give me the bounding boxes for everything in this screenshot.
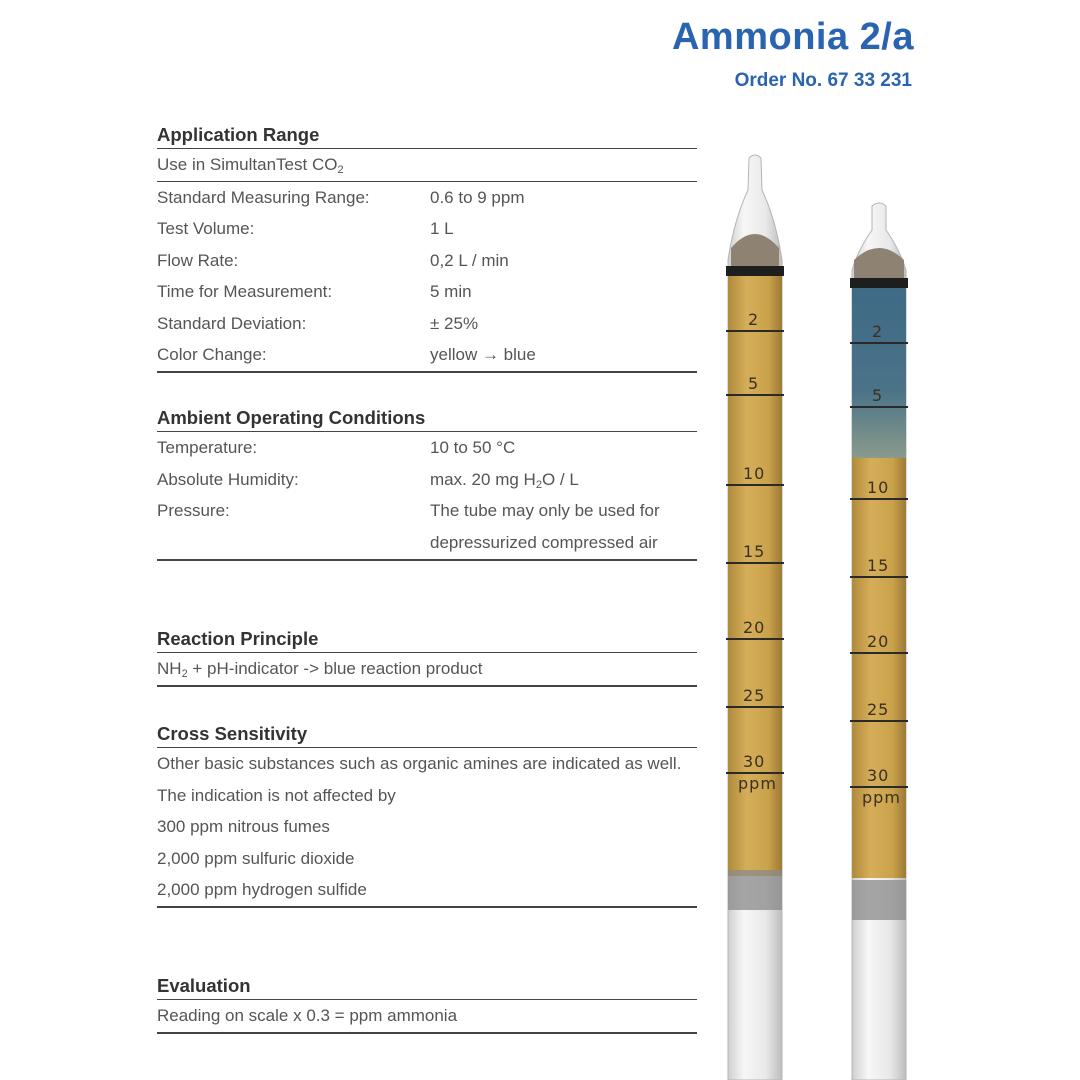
spec-row (157, 213, 697, 245)
scale-tick (726, 330, 784, 332)
cross-line: 2,000 ppm hydrogen sulfide (157, 874, 697, 908)
spec-value: 5 min (430, 282, 472, 301)
spec-label: Flow Rate: (157, 250, 239, 270)
spec-label: Test Volume: (157, 219, 255, 238)
spec-value: ± 25% (430, 313, 479, 333)
spec-value: The tube may only be used for depressurized compressed air (430, 501, 660, 552)
section-heading: Evaluation (157, 972, 697, 1000)
scale-tick (726, 562, 784, 564)
cross-paragraph: Other basic substances such as organic amines are indicated as well. (157, 754, 682, 773)
spec-label: Pressure: (157, 501, 230, 520)
spec-value: 0,2 L / min (430, 250, 509, 270)
cross-line: 2,000 ppm sulfuric dioxide (157, 848, 355, 868)
scale-label: 5 (748, 374, 760, 393)
spec-label: Standard Measuring Range: (157, 187, 370, 207)
evaluation-row (157, 1000, 697, 1034)
scale-tick (726, 394, 784, 396)
scale-tick (850, 720, 908, 722)
spec-row (157, 182, 697, 214)
spec-label: Color Change: (157, 345, 267, 364)
use-in-row (157, 149, 697, 182)
spec-value: 0.6 to 9 ppm (430, 187, 525, 207)
scale-tick (726, 484, 784, 486)
scale-tick (850, 498, 908, 500)
scale-label: 2 (872, 322, 884, 341)
reaction-text: $NH_2$ + pH-indicator -> blue reaction product (157, 659, 483, 680)
section-heading: Cross Sensitivity (157, 720, 697, 748)
cross-line: 300 ppm nitrous fumes (157, 817, 330, 836)
use-in-text: Use in SimultanTest $CO_2$ (157, 155, 344, 176)
spec-row (157, 276, 697, 308)
spec-row (157, 464, 697, 496)
order-number: Order No. 67 33 231 (734, 70, 912, 91)
cross-line: The indication is not affected by (157, 785, 396, 805)
reaction-principle-section (157, 625, 697, 687)
spec-row (157, 495, 697, 561)
spec-label: Absolute Humidity: (157, 469, 299, 489)
scale-label: 5 (872, 386, 884, 405)
scale-label: 15 (743, 542, 766, 561)
reaction-row (157, 653, 697, 687)
spec-value: 10 to 50 °C (430, 438, 516, 457)
spec-label: Time for Measurement: (157, 282, 333, 301)
evaluation-section (157, 972, 697, 1034)
scale-label: 10 (867, 478, 890, 497)
section-heading: Application Range (157, 121, 697, 149)
spec-value: 1 L (430, 219, 454, 238)
scale-label: 30 (867, 766, 890, 785)
scale-tick (726, 706, 784, 708)
scale-label: 20 (867, 632, 890, 651)
scale-tick (850, 576, 908, 578)
spec-row (157, 245, 697, 277)
spec-row (157, 432, 697, 464)
spec-label: Standard Deviation: (157, 313, 307, 333)
used-detector-tube-image (848, 200, 910, 1080)
spec-label: Temperature: (157, 438, 258, 457)
unused-detector-tube-image (722, 150, 788, 1080)
scale-label: 15 (867, 556, 890, 575)
spec-row (157, 339, 697, 373)
scale-tick (850, 652, 908, 654)
application-range-section (157, 121, 697, 373)
scale-tick (726, 638, 784, 640)
spec-value: max. 20 mg $H_2O$ / L (430, 469, 579, 491)
ambient-conditions-section (157, 404, 697, 561)
scale-tick (850, 342, 908, 344)
scale-label: 25 (867, 700, 890, 719)
scale-label: 30 (743, 752, 766, 771)
scale-label: 2 (748, 310, 760, 329)
evaluation-text: Reading on scale x 0.3 = ppm ammonia (157, 1006, 458, 1025)
scale-unit-label: ppm (738, 774, 777, 793)
scale-label: 10 (743, 464, 766, 483)
spec-rows (157, 182, 697, 373)
cross-sensitivity-section (157, 720, 697, 908)
section-heading: Ambient Operating Conditions (157, 404, 697, 432)
scale-label: 20 (743, 618, 766, 637)
scale-tick (850, 406, 908, 408)
scale-label: 25 (743, 686, 766, 705)
spec-value: yellow → blue (430, 345, 536, 364)
scale-unit-label: ppm (862, 788, 901, 807)
spec-row (157, 308, 697, 340)
tube-glass-graphic (722, 150, 788, 1080)
product-title: Ammonia 2/a (671, 16, 914, 58)
section-heading: Reaction Principle (157, 625, 697, 653)
